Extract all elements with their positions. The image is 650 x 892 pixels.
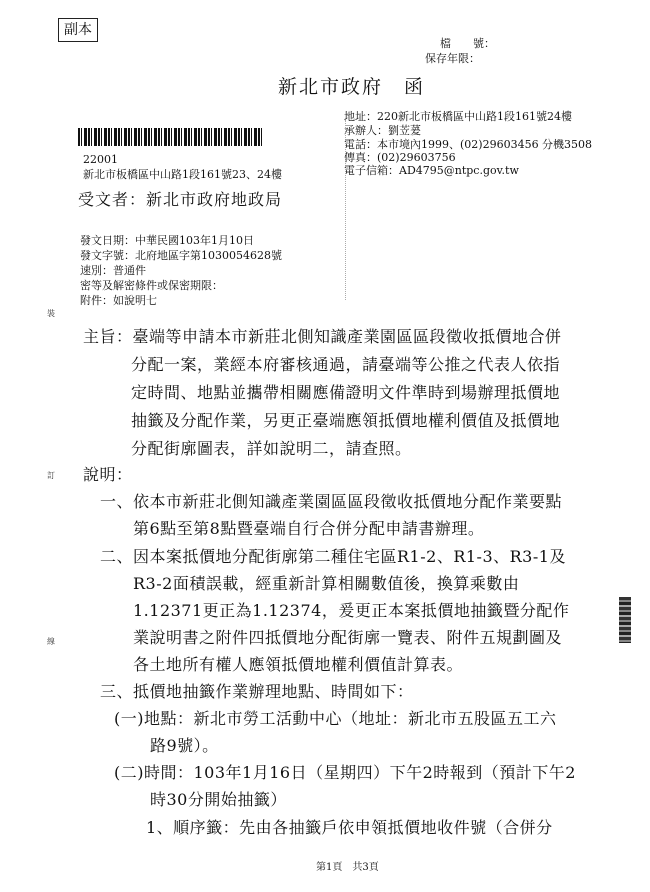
barcode: [78, 128, 262, 146]
item-3-1-line-1: (一)地點：新北市勞工活動中心（地址：新北市五股區五工六: [114, 709, 557, 728]
explanation-label: 說明：: [83, 465, 133, 484]
item-2-line-4: 業說明書之附件四抵價地分配街廓一覽表、附件五規劃圖及: [133, 628, 563, 647]
subject-line-1: 主旨：臺端等申請本市新莊北側知識產業園區區段徵收抵價地合併: [83, 327, 562, 346]
contact-fax: 傳真：(02)29603756: [344, 151, 456, 164]
file-no-label: 檔 號：: [440, 37, 495, 50]
binding-mark-middle: 訂: [47, 471, 55, 480]
copy-label: 副本: [58, 18, 98, 42]
recipient-address: 新北市板橋區中山路1段161號23、24樓: [83, 168, 282, 181]
subject-line-4: 抽籤及分配作業，另更正臺端應領抵價地權利價值及抵價地: [131, 411, 561, 430]
binding-mark-bottom: 線: [47, 637, 55, 646]
classification: 密等及解密條件或保密期限：: [80, 279, 223, 292]
contact-email: 電子信箱：AD4795@ntpc.gov.tw: [344, 164, 519, 177]
item-3-2-1-line-1: 1、順序籤：先由各抽籤戶依申領抵價地收件號（合併分: [146, 818, 553, 837]
item-1-line-1: 一、依本市新莊北側知識產業園區區段徵收抵價地分配作業要點: [100, 492, 563, 511]
item-3-1-line-2: 路9號）。: [150, 736, 219, 755]
contact-handler: 承辦人：劉苙萲: [344, 124, 421, 137]
subject-line-3: 定時間、地點並攜帶相關應備證明文件準時到場辦理抵價地: [131, 383, 561, 402]
attachment: 附件：如說明七: [80, 294, 157, 307]
receiver: 受文者：新北市政府地政局: [78, 190, 283, 209]
issue-number: 發文字號：北府地區字第1030054628號: [80, 249, 282, 262]
subject-line-2: 分配一案，業經本府審核通過，請臺端等公推之代表人依指: [131, 355, 561, 374]
item-2-line-3: 1.12371更正為1.12374，爰更正本案抵價地抽籤暨分配作: [133, 601, 570, 620]
item-2-line-5: 各土地所有權人應領抵價地權利價值計算表。: [133, 655, 464, 674]
page-number: 第1頁 共3頁: [316, 862, 379, 873]
retention-label: 保存年限：: [425, 52, 480, 65]
postal-code: 22001: [83, 153, 118, 166]
item-3-2-line-1: (二)時間：103年1月16日（星期四）下午2時報到（預計下午2: [114, 763, 576, 782]
page-title: 新北市政府 函: [278, 76, 426, 98]
item-3-line-1: 三、抵價地抽籤作業辦理地點、時間如下：: [100, 682, 414, 701]
item-2-line-2: R3-2面積誤載，經重新計算相關數值後，換算乘數由: [133, 574, 520, 593]
item-2-line-1: 二、因本案抵價地分配街廓第二種住宅區R1-2、R1-3、R3-1及: [100, 547, 566, 566]
subject-line-5: 分配街廓圖表，詳如說明二，請查照。: [131, 439, 412, 458]
speed-class: 速別：普通件: [80, 264, 146, 277]
issue-date: 發文日期：中華民國103年1月10日: [80, 234, 254, 247]
item-1-line-2: 第6點至第8點暨臺端自行合併分配申請書辦理。: [133, 519, 485, 538]
contact-address: 地址：220新北市板橋區中山路1段161號24樓: [344, 110, 572, 123]
contact-phone: 電話：本市境內1999、(02)29603456 分機3508: [344, 138, 593, 151]
binding-mark-top: 裝: [47, 309, 55, 318]
item-3-2-line-2: 時30分開始抽籤）: [150, 790, 287, 809]
side-stamp: [619, 597, 631, 643]
